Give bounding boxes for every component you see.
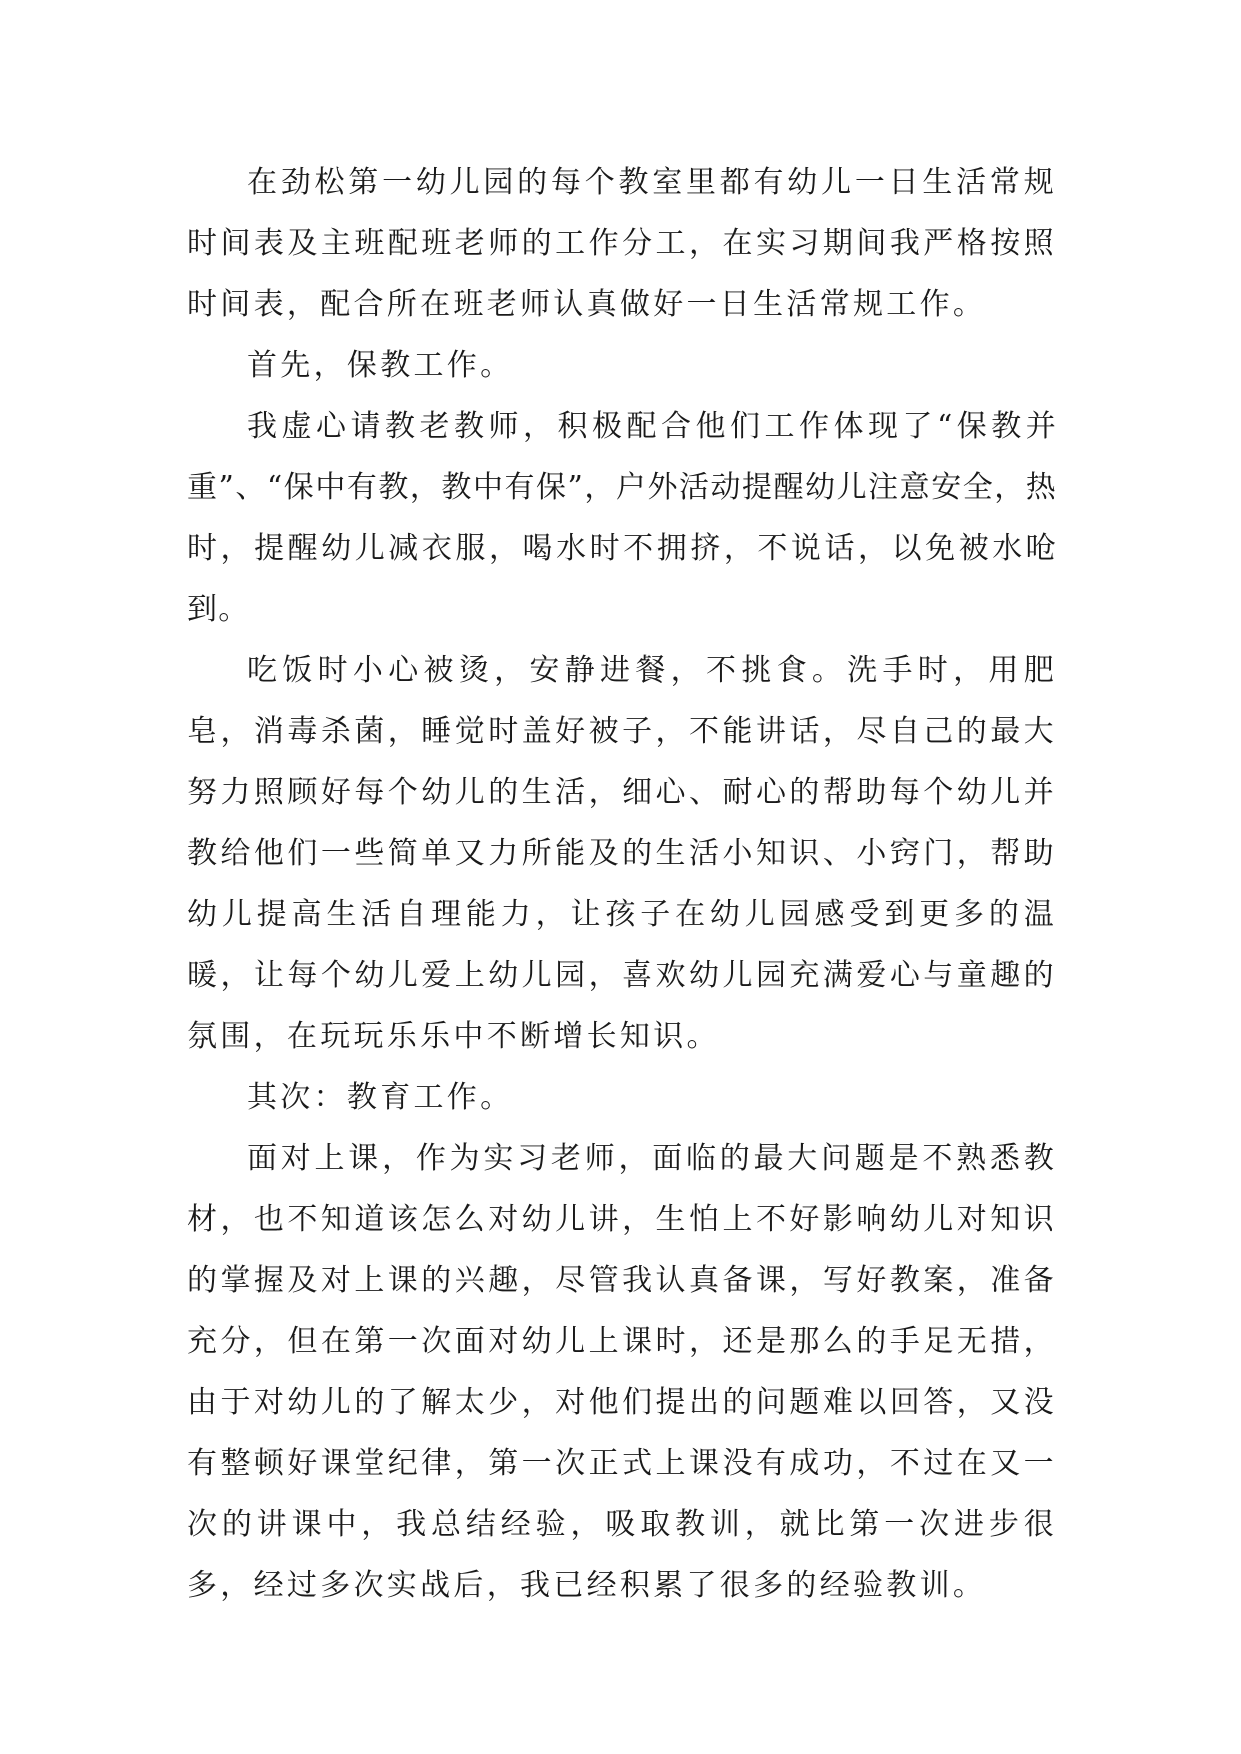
- paragraph-routine-schedule: 在劲松第一幼儿园的每个教室里都有幼儿一日生活常规时间表及主班配班老师的工作分工，在实习期间我严格按照时间表，配合所在班老师认真做好一日生活常规工作。: [187, 165, 1057, 322]
- paragraph-heading-care-work: 首先，保教工作。: [247, 348, 514, 383]
- paragraph-teaching-experience: 面对上课，作为实习老师，面临的最大问题是不熟悉教材，也不知道该怎么对幼儿讲，生怕上不好影响幼儿对知识的掌握及对上课的兴趣，尽管我认真备课，写好教案，准备充分，但在第一次面对幼儿上课时，还是那么的手足无措，由于对幼儿的了解太少，对他们提出的问题难以回答，又没有整顿好课堂纪律，第一次正式上课没有成功，不过在又一次的讲课中，我总结经验，吸取教训，就比第一次进步很多，经过多次实战后，我已经积累了很多的经验教训。: [187, 1141, 1057, 1603]
- paragraph-heading-education-work: 其次：教育工作。: [247, 1080, 514, 1115]
- document-body: [187, 152, 1057, 1616]
- paragraph-daily-life-care: 吃饭时小心被烫，安静进餐，不挑食。洗手时，用肥皂，消毒杀菌，睡觉时盖好被子，不能讲话，尽自己的最大努力照顾好每个幼儿的生活，细心、耐心的帮助每个幼儿并教给他们一些简单又力所能及的生活小知识、小窍门，帮助幼儿提高生活自理能力，让孩子在幼儿园感受到更多的温暖，让每个幼儿爱上幼儿园，喜欢幼儿园充满爱心与童趣的氛围，在玩玩乐乐中不断增长知识。: [187, 653, 1057, 1054]
- paragraph-care-details: 我虚心请教老教师，积极配合他们工作体现了“保教并重”、“保中有教，教中有保”，户外活动提醒幼儿注意安全，热时，提醒幼儿减衣服，喝水时不拥挤，不说话，以免被水呛到。: [187, 409, 1057, 627]
